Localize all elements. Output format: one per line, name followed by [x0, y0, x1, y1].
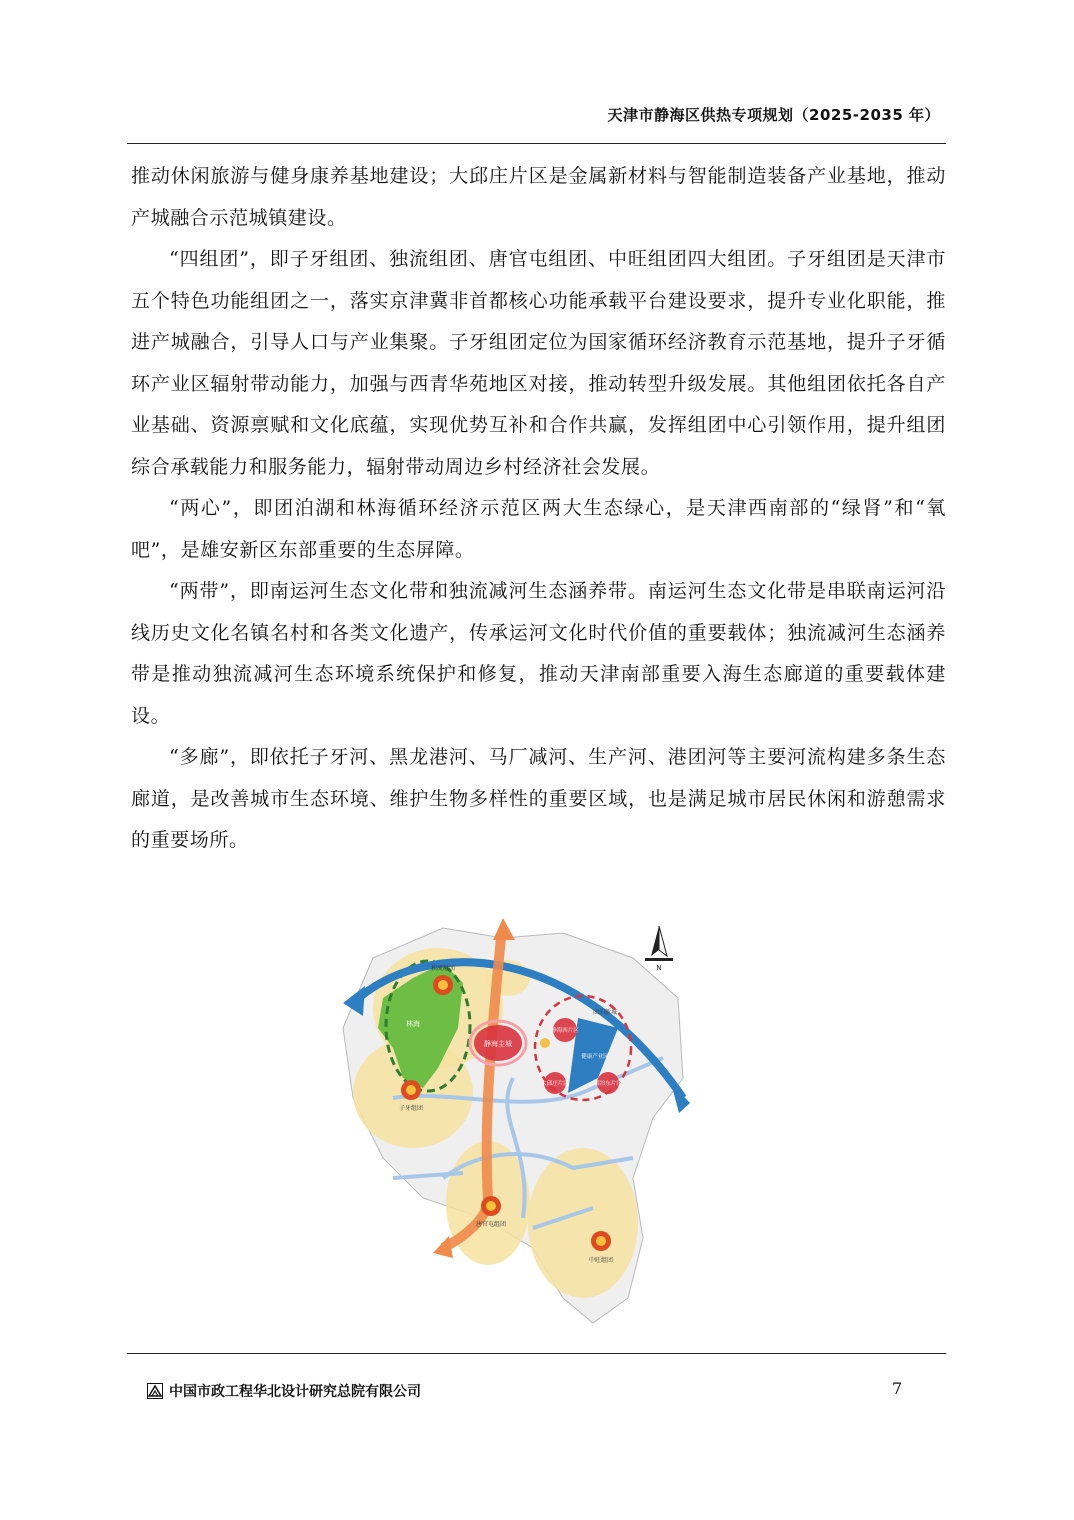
footer-company: [147, 1381, 421, 1401]
company-logo-icon: [147, 1383, 163, 1399]
paragraph-5: “多廊”，即依托子牙河、黑龙港河、马厂减河、生产河、港团河等主要河流构建多条生态廊道，是改善城市生态环境、维护生物多样性的重要区域，也是满足城市居民休闲和游憩需求的重要场所。: [131, 746, 946, 851]
spatial-structure-map: [333, 918, 690, 1328]
company-name: 中国市政工程华北设计研究总院有限公司: [169, 1384, 421, 1400]
paragraph-1: 推动休闲旅游与健身康养基地建设；大邱庄片区是金属新材料与智能制造装备产业基地，推动产城融合示范城镇建设。: [131, 165, 946, 229]
label-northeast: 团泊新城: [592, 1009, 618, 1016]
paragraph-2: “四组团”，即子牙组团、独流组团、唐官屯组团、中旺组团四大组团。子牙组团是天津市五个特色功能组团之一，落实京津冀非首都核心功能承载平台建设要求，提升专业化职能，推进产城融合，引导人口与产业集聚。子牙组团定位为国家循环经济教育示范基地，提升子牙循环产业区辐射带动能力，加强与西青华苑地区对接，推动转型升级发展。其他组团依托各自产业基础、资源禀赋和文化底蕴，实现优势互补和合作共赢，发挥组团中心引领作用，提升组团综合承载能力和服务能力，辐射带动周边乡村经济社会发展。: [131, 248, 946, 478]
map-svg: [333, 918, 690, 1328]
body-text: [131, 156, 946, 862]
label-zhongwang: 中旺组团: [588, 1257, 614, 1264]
page-number: 7: [892, 1379, 903, 1398]
header-rule: [127, 143, 946, 144]
label-east-d: 健康产业园: [581, 1054, 609, 1060]
label-ziya: 子牙组团: [398, 1105, 424, 1112]
label-tangguan: 唐官屯组团: [475, 1221, 507, 1228]
paragraph-4: “两带”，即南运河生态文化带和独流减河生态涵养带。南运河生态文化带是串联南运河沿线历史文化名镇名村和各类文化遗产，传承运河文化时代价值的重要载体；独流减河生态涵养带是推动独流减河生态环境系统保护和修复，推动天津南部重要入海生态廊道的重要载体建设。: [131, 580, 946, 727]
label-east-a: 静海西片区: [551, 1028, 579, 1034]
footer-rule: [127, 1353, 946, 1354]
label-duliu: 独流组团: [430, 965, 456, 972]
page-header-title: 天津市静海区供热专项规划（2025-2035 年）: [607, 106, 940, 124]
label-east-b: 大邱庄片区: [541, 1081, 569, 1087]
label-linhai: 林海: [406, 1020, 420, 1028]
label-center: 静海主城: [484, 1040, 512, 1048]
label-east-c: 团泊东片区: [594, 1081, 622, 1087]
north-arrow-label: N: [656, 964, 662, 972]
paragraph-3: “两心”，即团泊湖和林海循环经济示范区两大生态绿心，是天津西南部的“绿肾”和“氧吧”，是雄安新区东部重要的生态屏障。: [131, 497, 946, 561]
